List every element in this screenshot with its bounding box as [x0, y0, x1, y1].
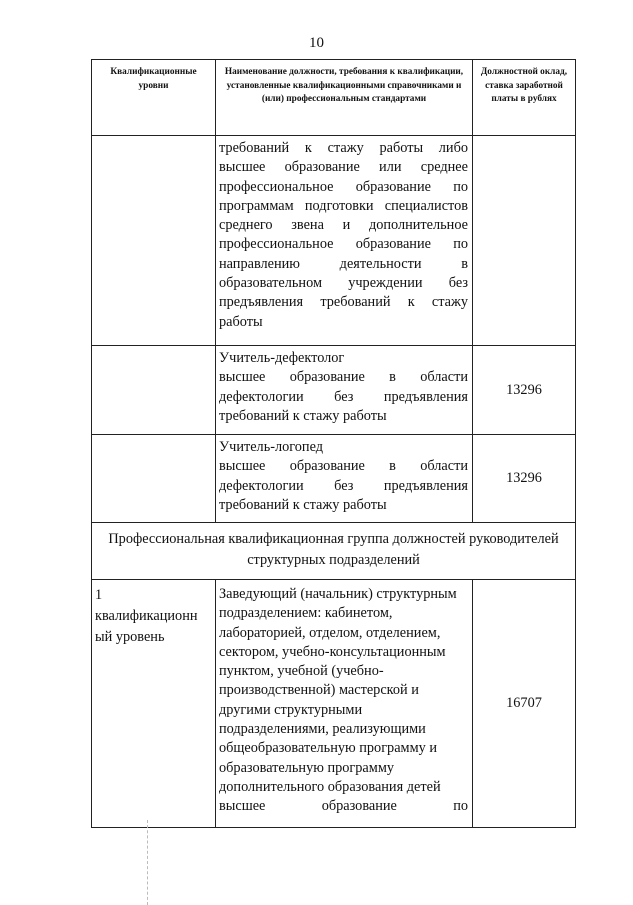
salary-value: 13296: [473, 346, 576, 435]
text-line: направлению деятельности в: [219, 255, 468, 272]
text-line: высшее образование в области: [219, 458, 468, 475]
level-cell-empty: [92, 346, 216, 435]
level-cell-empty: [92, 136, 216, 346]
position-title: Учитель-дефектолог: [219, 350, 345, 366]
text-line: образовательную программу: [219, 759, 395, 776]
level-cell-empty: [92, 435, 216, 523]
salary-cell-empty: [473, 136, 576, 346]
header-position-requirements: [216, 60, 473, 136]
continuation-text: [216, 136, 472, 336]
requirements-cell: [216, 580, 473, 828]
text-line: требований к стажу работы либо: [219, 140, 468, 156]
text-line: лабораторией, отделом, отделением,: [219, 624, 441, 641]
salary-value: 16707: [473, 580, 576, 828]
text-line: профессиональное образование по: [219, 236, 468, 253]
table-row-continuation: [92, 136, 576, 346]
header-position-requirements-text: Наименование должности, требования к квалификации, установленные квалификационными справочниками и (или) профессиональным стандартами: [224, 67, 464, 104]
level-label-line: ый уровень: [95, 629, 165, 645]
requirements-cell: [216, 435, 473, 523]
text-line: среднего звена и дополнительное: [219, 217, 468, 234]
header-salary: [473, 60, 576, 136]
header-salary-text: Должностной оклад, ставка заработной платы в рублях: [480, 67, 568, 104]
text-line: пунктом, учебной (учебно-: [219, 663, 384, 680]
text-line: сектором, учебно-консультационным: [219, 643, 446, 660]
table-row-head-of-unit: [92, 580, 576, 828]
text-line: подразделениями, реализующими: [219, 721, 426, 738]
text-line: работы: [219, 313, 263, 330]
text-line: общеобразовательную программу и: [219, 740, 438, 757]
header-qualification-levels-text: Квалификационные уровни: [110, 67, 197, 91]
group-heading: Профессиональная квалификационная группа должностей руководителей структурных подразделений: [92, 523, 576, 580]
table-row-defectologist: [92, 346, 576, 435]
text-line: образовательном учреждении без: [219, 275, 468, 292]
text-line: требований к стажу работы: [219, 496, 387, 513]
text-line: подразделением: кабинетом,: [219, 605, 393, 622]
text-line: высшее образование или среднее: [219, 159, 468, 176]
salary-value: 13296: [473, 435, 576, 523]
level-number: 1: [95, 587, 103, 603]
text-line: предъявления требований к стажу: [219, 294, 468, 311]
salary-table: [91, 59, 576, 828]
text-line: другими структурными: [219, 701, 363, 718]
table-header-row: [92, 60, 576, 136]
qualification-level-cell: [92, 580, 216, 828]
table-row-group-heading: [92, 523, 576, 580]
text-line: требований к стажу работы: [219, 407, 387, 424]
text-line: производственной) мастерской и: [219, 682, 419, 699]
text-line: программам подготовки специалистов: [219, 197, 468, 214]
text-line: высшее образование в области: [219, 369, 468, 386]
level-label-line: квалификационн: [95, 608, 198, 624]
header-qualification-levels: [92, 60, 216, 136]
requirements-cell: [216, 136, 473, 346]
page-number: 10: [309, 35, 324, 51]
text-line: профессиональное образование по: [219, 178, 468, 195]
requirements-cell: [216, 346, 473, 435]
text-line: дефектологии без предъявления: [219, 477, 468, 494]
text-line: дефектологии без предъявления: [219, 388, 468, 405]
text-line: Заведующий (начальник) структурным: [219, 586, 457, 602]
position-title: Учитель-логопед: [219, 439, 323, 455]
text-line: дополнительного образования детей: [219, 778, 441, 795]
scan-margin-mark: [147, 820, 149, 905]
text-line: высшее образование по: [219, 798, 468, 815]
table-row-speech-therapist: [92, 435, 576, 523]
